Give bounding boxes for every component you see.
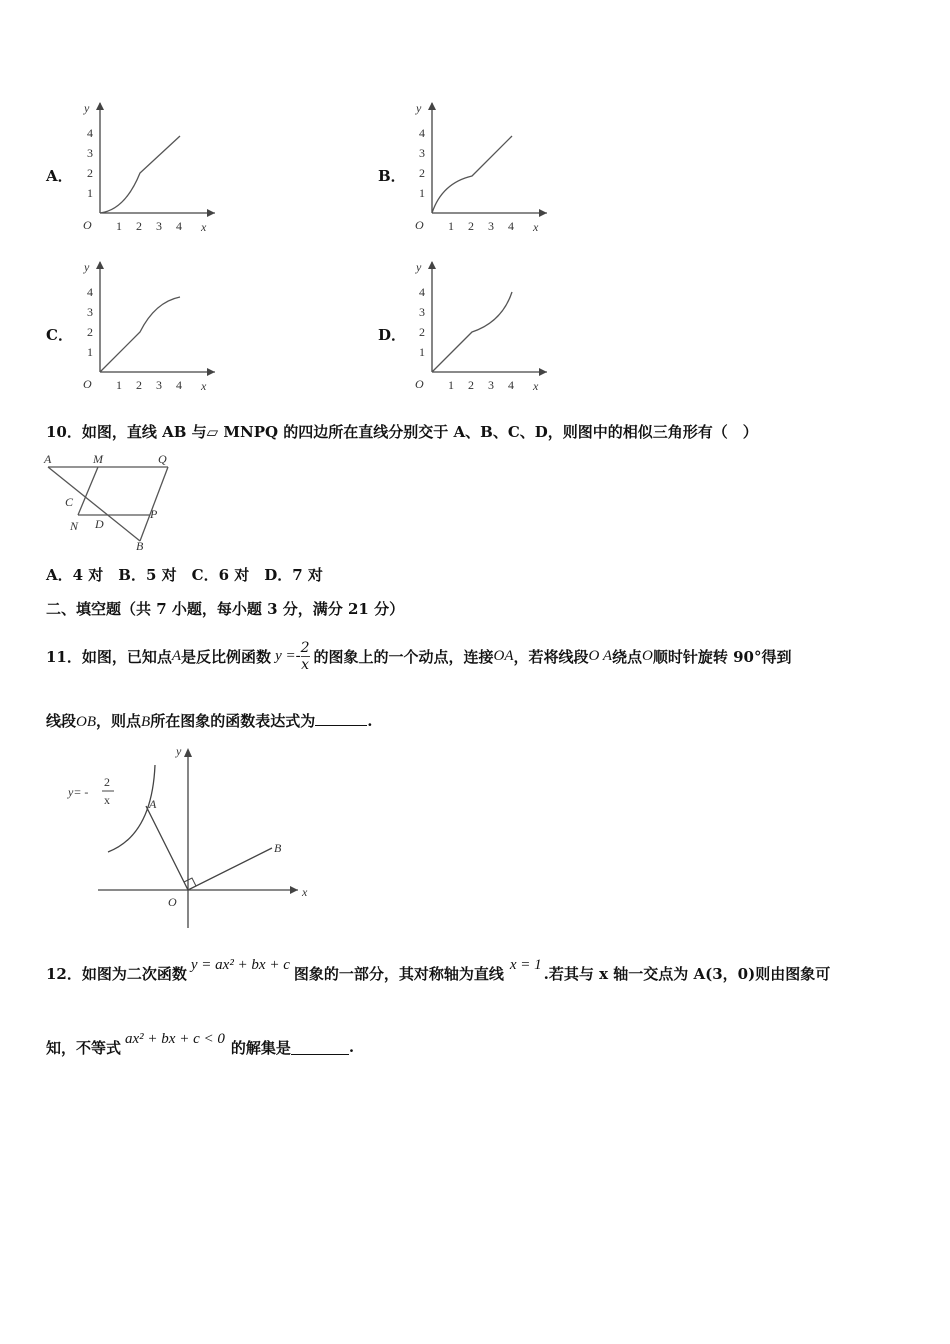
option-d-label: D．: [378, 326, 407, 344]
q11-answer-blank[interactable]: [315, 711, 367, 726]
svg-text:3: 3: [419, 146, 425, 160]
svg-text:x: x: [201, 379, 207, 393]
svg-text:1: 1: [87, 186, 93, 200]
svg-text:A: A: [149, 797, 157, 811]
svg-text:4: 4: [87, 285, 93, 299]
svg-text:2: 2: [468, 378, 474, 392]
curve-a: [100, 136, 180, 213]
curve-d: [432, 292, 512, 372]
svg-text:1: 1: [116, 219, 122, 233]
segment-ob: [188, 848, 272, 890]
svg-text:2: 2: [87, 166, 93, 180]
svg-text:y: y: [84, 260, 90, 274]
svg-text:x: x: [533, 220, 539, 234]
graph-b: [407, 98, 557, 238]
svg-text:O: O: [168, 895, 177, 909]
svg-text:2: 2: [104, 775, 110, 789]
graph-a: [75, 98, 225, 238]
svg-text:4: 4: [508, 378, 514, 392]
svg-text:C: C: [65, 495, 74, 509]
svg-text:O: O: [83, 377, 92, 391]
svg-text:3: 3: [87, 305, 93, 319]
curve-c: [100, 297, 180, 372]
svg-text:2: 2: [87, 325, 93, 339]
svg-text:2: 2: [419, 325, 425, 339]
q10-text: 10．如图，直线 AB 与▱ MNPQ 的四边所在直线分别交于 A、B、C、D，则图中的相似三角形有（ ）: [46, 423, 758, 441]
svg-text:B: B: [136, 539, 144, 553]
svg-text:x: x: [201, 220, 207, 234]
q12-line-2: 知，不等式 ax² + bx + c < 0 的解集是 .: [46, 1030, 355, 1057]
svg-text:y: y: [416, 260, 422, 274]
graph-d: [407, 257, 557, 397]
svg-text:1: 1: [419, 345, 425, 359]
svg-text:x: x: [302, 885, 308, 899]
svg-text:2: 2: [419, 166, 425, 180]
svg-text:4: 4: [87, 126, 93, 140]
option-c-label: C．: [46, 326, 73, 344]
svg-text:4: 4: [176, 219, 182, 233]
q11-figure: [60, 740, 320, 930]
svg-text:1: 1: [448, 219, 454, 233]
q10-options: A．4 对 B．5 对 C．6 对 D．7 对: [46, 566, 323, 584]
svg-text:y= -: y= -: [68, 785, 89, 799]
svg-text:4: 4: [176, 378, 182, 392]
svg-text:3: 3: [488, 378, 494, 392]
graph-c: [75, 257, 225, 397]
q11-fraction: $\frac{2}{x}$: [300, 639, 310, 673]
q11-line-1: 11．如图，已知点 A 是反比例函数 y =- $\frac{2}{x}$ 的图象上的一个动点，连接 OA ，若将线段 O A 绕点 O 顺时针旋转 90°得到: [46, 639, 792, 673]
q12-answer-blank[interactable]: [291, 1040, 349, 1055]
svg-text:1: 1: [419, 186, 425, 200]
svg-text:4: 4: [508, 219, 514, 233]
svg-text:3: 3: [419, 305, 425, 319]
svg-text:2: 2: [136, 219, 142, 233]
svg-text:3: 3: [156, 378, 162, 392]
svg-text:O: O: [415, 218, 424, 232]
svg-text:x: x: [104, 793, 110, 807]
svg-text:2: 2: [468, 219, 474, 233]
q10-figure: [40, 450, 180, 555]
svg-text:4: 4: [419, 285, 425, 299]
svg-text:3: 3: [87, 146, 93, 160]
svg-text:Q: Q: [158, 452, 167, 466]
svg-text:P: P: [150, 507, 158, 521]
svg-text:x: x: [533, 379, 539, 393]
segment-oa: [146, 806, 188, 890]
svg-text:y: y: [84, 101, 90, 115]
svg-text:B: B: [274, 841, 282, 855]
svg-text:1: 1: [116, 378, 122, 392]
svg-text:3: 3: [156, 219, 162, 233]
option-a-label: A．: [46, 167, 73, 185]
svg-text:y: y: [416, 101, 422, 115]
section-2-heading: 二、填空题（共 7 小题，每小题 3 分，满分 21 分）: [46, 600, 405, 618]
svg-text:4: 4: [419, 126, 425, 140]
svg-text:y: y: [176, 744, 182, 758]
q11-line-2: 线段OB，则点B所在图象的函数表达式为 .: [46, 712, 373, 730]
q12-line-1: 12．如图为二次函数 y = ax² + bx + c 图象的一部分，其对称轴为直线 x = 1 .若其与 x 轴一交点为 A(3，0)则由图象可: [46, 956, 831, 983]
svg-text:N: N: [70, 519, 79, 533]
svg-text:3: 3: [488, 219, 494, 233]
svg-text:A: A: [44, 452, 52, 466]
svg-text:O: O: [415, 377, 424, 391]
svg-text:D: D: [95, 517, 104, 531]
option-b-label: B．: [378, 167, 406, 185]
svg-text:1: 1: [87, 345, 93, 359]
svg-text:1: 1: [448, 378, 454, 392]
svg-text:M: M: [93, 452, 103, 466]
curve-b: [432, 136, 512, 213]
svg-text:2: 2: [136, 378, 142, 392]
svg-text:O: O: [83, 218, 92, 232]
